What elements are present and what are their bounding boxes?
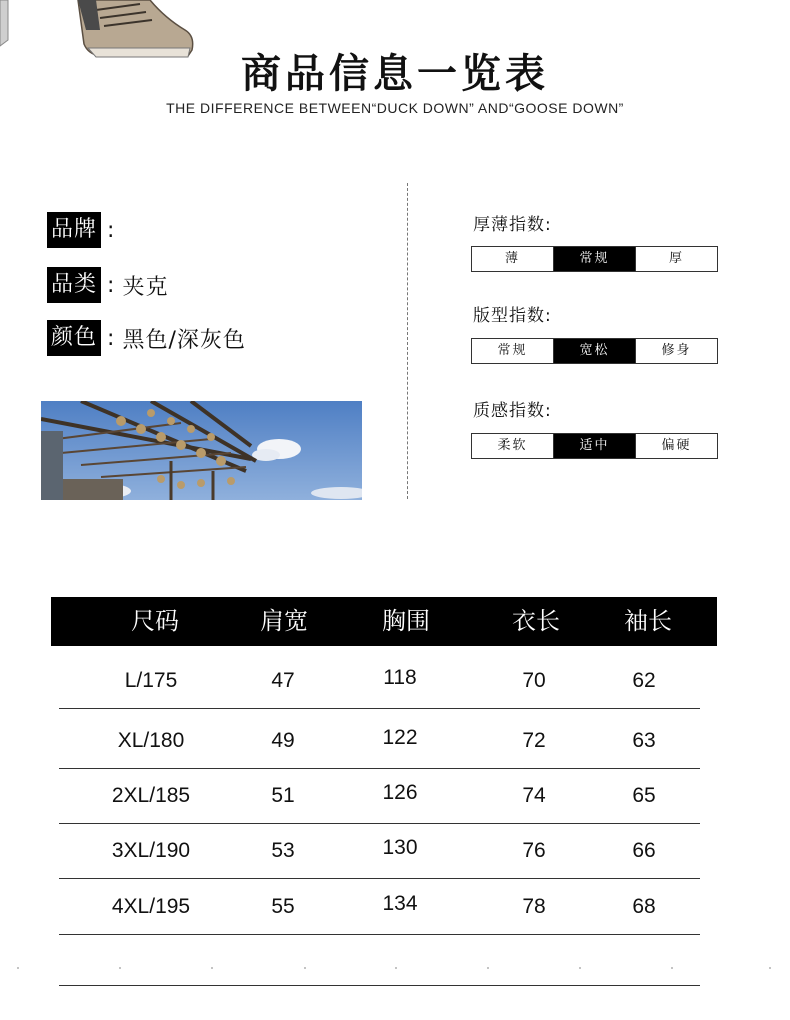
fit-option-selected: 宽松 xyxy=(554,339,636,363)
cell-size: 3XL/190 xyxy=(111,839,191,862)
cell-length: 78 xyxy=(522,895,546,918)
cell-sleeve: 65 xyxy=(632,784,656,807)
cell-chest: 122 xyxy=(382,726,418,749)
cell-shoulder: 49 xyxy=(271,729,295,752)
cell-length: 70 xyxy=(522,669,546,692)
info-row-category xyxy=(47,267,168,303)
table-row xyxy=(59,713,700,769)
category-value: 夹克 xyxy=(122,274,169,300)
category-label: 品类 xyxy=(47,267,101,303)
header-shoulder: 肩宽 xyxy=(260,607,308,635)
cell-size: L/175 xyxy=(124,669,178,692)
color-colon: : xyxy=(107,325,115,351)
info-row-brand xyxy=(47,212,122,248)
brand-label: 品牌 xyxy=(47,212,101,248)
fit-option: 常规 xyxy=(472,339,554,363)
dotted-guide xyxy=(0,962,790,974)
cell-chest: 130 xyxy=(382,836,418,859)
cell-size: 2XL/185 xyxy=(111,784,191,807)
thickness-option: 厚 xyxy=(668,251,684,266)
thickness-index-bar xyxy=(471,246,718,272)
texture-index-bar xyxy=(471,433,718,459)
size-table-header xyxy=(51,597,717,646)
header-sleeve: 袖长 xyxy=(624,607,672,635)
cell-length: 72 xyxy=(522,729,546,752)
page-subtitle: THE DIFFERENCE BETWEEN“DUCK DOWN” AND“GOOSE DOWN” xyxy=(166,100,624,116)
table-bottom-rule xyxy=(59,985,700,986)
header-length: 衣长 xyxy=(512,607,560,635)
fit-index-bar xyxy=(471,338,718,364)
texture-option-selected: 适中 xyxy=(554,434,636,458)
fit-option: 修身 xyxy=(661,343,692,358)
cell-sleeve: 62 xyxy=(632,669,656,692)
brand-colon: : xyxy=(107,217,115,243)
thickness-option-selected: 常规 xyxy=(554,247,636,271)
info-row-color xyxy=(47,320,246,356)
page-title: 商品信息一览表 xyxy=(241,51,549,97)
cell-shoulder: 51 xyxy=(271,784,295,807)
cell-length: 76 xyxy=(522,839,546,862)
table-row xyxy=(59,879,700,935)
header-chest: 胸围 xyxy=(382,607,430,635)
fit-index-title: 版型指数: xyxy=(473,306,552,326)
cell-size: 4XL/195 xyxy=(111,895,191,918)
cell-size: XL/180 xyxy=(117,729,185,752)
cell-chest: 126 xyxy=(382,781,418,804)
cell-sleeve: 63 xyxy=(632,729,656,752)
cell-shoulder: 47 xyxy=(271,669,295,692)
table-row xyxy=(59,768,700,824)
table-row xyxy=(59,823,700,879)
scenery-photo xyxy=(41,401,362,500)
cell-chest: 118 xyxy=(383,666,417,689)
texture-option: 偏硬 xyxy=(661,438,692,453)
cell-sleeve: 66 xyxy=(632,839,656,862)
texture-option: 柔软 xyxy=(472,434,554,458)
dashed-divider xyxy=(407,183,408,499)
table-row xyxy=(59,653,700,709)
texture-index-title: 质感指数: xyxy=(473,401,552,421)
cell-shoulder: 53 xyxy=(271,839,295,862)
header-size: 尺码 xyxy=(131,607,179,635)
thickness-option: 薄 xyxy=(472,247,554,271)
cell-chest: 134 xyxy=(382,892,418,915)
cell-length: 74 xyxy=(522,784,546,807)
color-value: 黑色/深灰色 xyxy=(122,327,246,353)
thickness-index-title: 厚薄指数: xyxy=(473,215,552,235)
cell-shoulder: 55 xyxy=(271,895,295,918)
color-label: 颜色 xyxy=(47,320,101,356)
category-colon: : xyxy=(107,272,115,298)
cell-sleeve: 68 xyxy=(632,895,656,918)
